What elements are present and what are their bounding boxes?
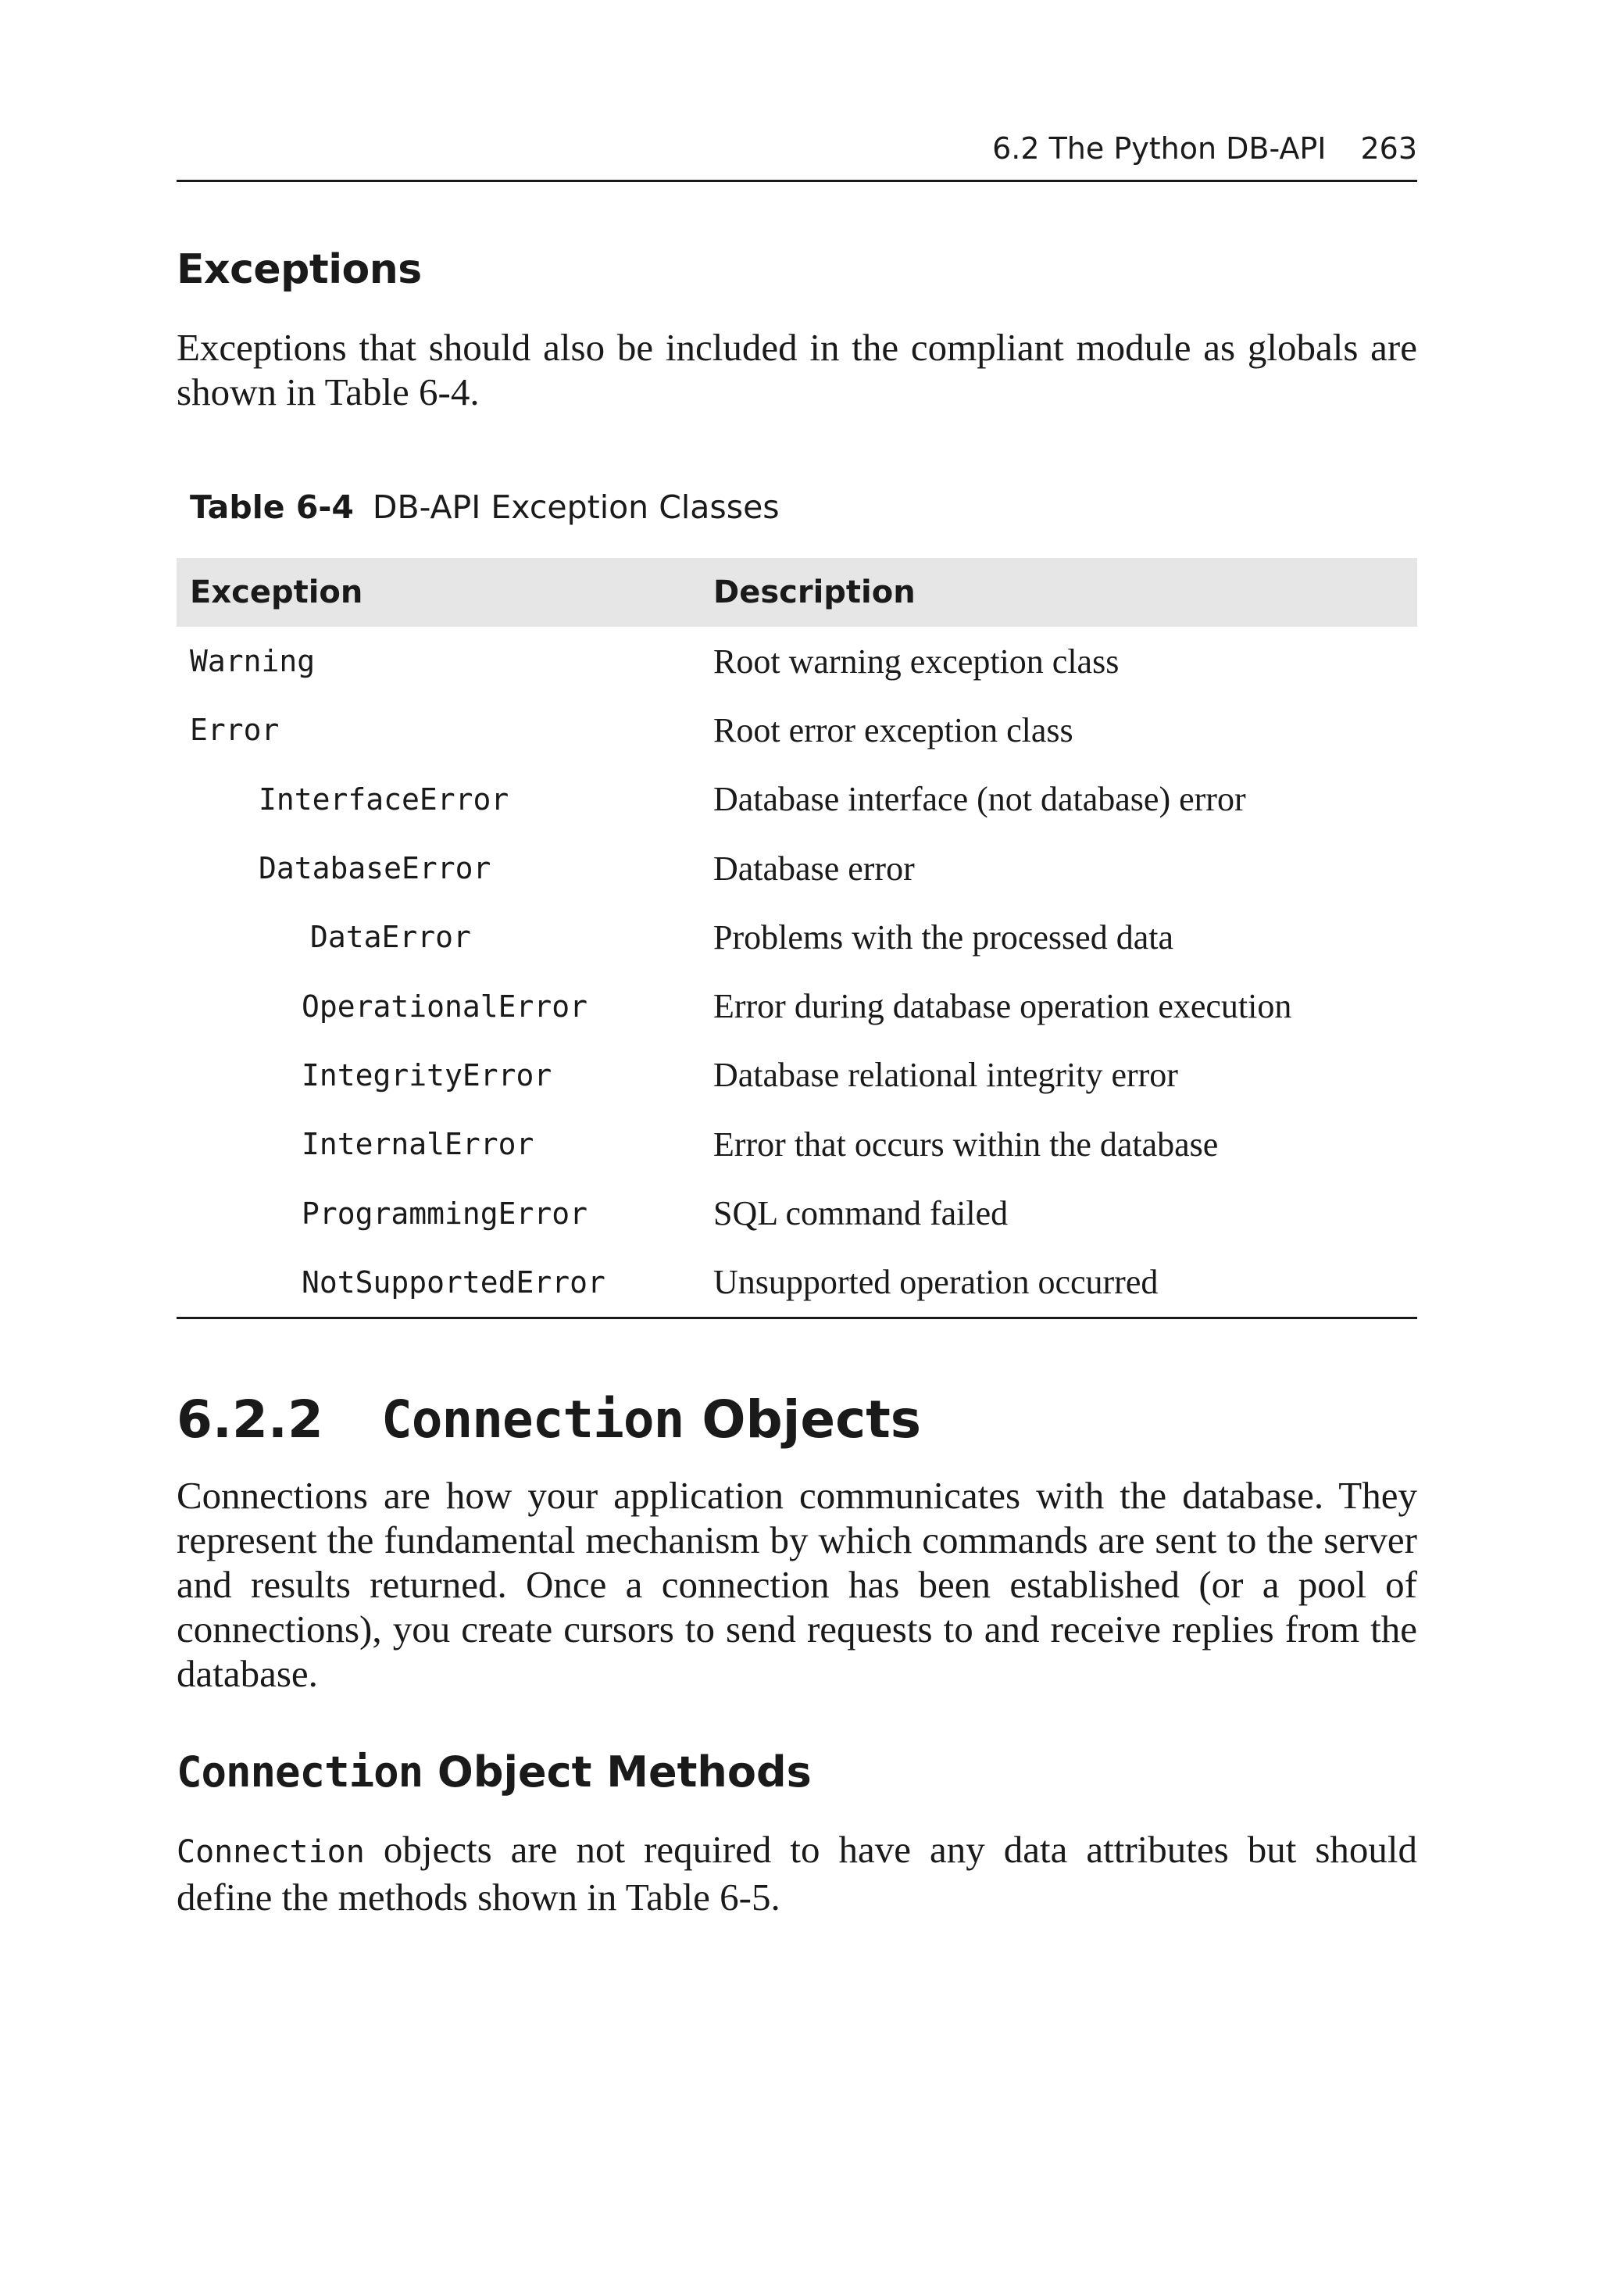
exception-description: Root error exception class bbox=[713, 710, 1073, 749]
table-caption-label: Table 6-4 bbox=[190, 488, 354, 526]
table-row bbox=[177, 903, 1417, 971]
methods-heading-code: Connection bbox=[177, 1747, 423, 1797]
exception-name: NotSupportedError bbox=[302, 1264, 605, 1300]
section-heading bbox=[177, 1389, 1417, 1450]
exception-name: ProgrammingError bbox=[302, 1196, 588, 1231]
table-row bbox=[177, 627, 1417, 696]
section-body: Connections are how your application communicates with the database. They represent the fundamental mechanism by which commands are sent to the server and results returned. Once a connection has been established (or a pool of connections), you create cursors to send requests to and receive replies from the database. bbox=[177, 1474, 1417, 1695]
exception-description: Database error bbox=[713, 849, 915, 888]
table-row bbox=[177, 696, 1417, 764]
exception-name: DatabaseError bbox=[259, 851, 491, 886]
table-row bbox=[177, 1248, 1417, 1317]
methods-heading-rest: Object Methods bbox=[437, 1747, 812, 1797]
exception-description: Error that occurs within the database bbox=[713, 1125, 1219, 1164]
page-number: 263 bbox=[1360, 131, 1417, 166]
exception-description: Error during database operation execution bbox=[713, 987, 1292, 1026]
exception-description: SQL command failed bbox=[713, 1194, 1009, 1233]
exceptions-heading: Exceptions bbox=[177, 246, 422, 293]
exceptions-intro: Exceptions that should also be included in the compliant module as globals are shown in Table 6-4. bbox=[177, 326, 1417, 413]
table-caption-title: DB-API Exception Classes bbox=[372, 488, 780, 526]
methods-body-code: Connection bbox=[177, 1834, 365, 1870]
table-row bbox=[177, 1110, 1417, 1178]
column-header-description: Description bbox=[713, 574, 916, 610]
methods-heading bbox=[177, 1747, 1417, 1797]
table-row bbox=[177, 1041, 1417, 1110]
section-title bbox=[381, 1389, 921, 1450]
section-number: 6.2.2 bbox=[177, 1389, 323, 1450]
table-row bbox=[177, 834, 1417, 903]
methods-body-rest: objects are not required to have any data attributes but should define the methods shown in Table 6-5. bbox=[177, 1828, 1418, 1919]
exception-description: Database relational integrity error bbox=[713, 1056, 1178, 1095]
exception-name: InternalError bbox=[302, 1127, 534, 1162]
exception-description: Root warning exception class bbox=[713, 642, 1120, 681]
exception-name: DataError bbox=[310, 920, 471, 955]
exception-table bbox=[177, 558, 1417, 1319]
exception-description: Database interface (not database) error bbox=[713, 780, 1246, 819]
table-caption bbox=[190, 488, 780, 526]
section-title-rest: Objects bbox=[702, 1389, 922, 1450]
exception-name: InterfaceError bbox=[259, 781, 509, 817]
methods-body bbox=[177, 1827, 1417, 1919]
exception-name: Error bbox=[190, 713, 280, 748]
section-title-code: Connection bbox=[381, 1389, 684, 1450]
column-header-exception: Exception bbox=[190, 574, 363, 610]
exception-description: Problems with the processed data bbox=[713, 917, 1173, 957]
table-row bbox=[177, 1178, 1417, 1247]
exception-name: Warning bbox=[190, 644, 316, 679]
running-header bbox=[177, 117, 1417, 182]
table-row bbox=[177, 765, 1417, 834]
exception-name: OperationalError bbox=[302, 989, 588, 1024]
exception-description: Unsupported operation occurred bbox=[713, 1263, 1159, 1302]
table-header-row bbox=[177, 558, 1417, 627]
exception-name: IntegrityError bbox=[302, 1057, 552, 1093]
table-row bbox=[177, 971, 1417, 1040]
running-header-section: 6.2 The Python DB-API bbox=[992, 131, 1327, 166]
